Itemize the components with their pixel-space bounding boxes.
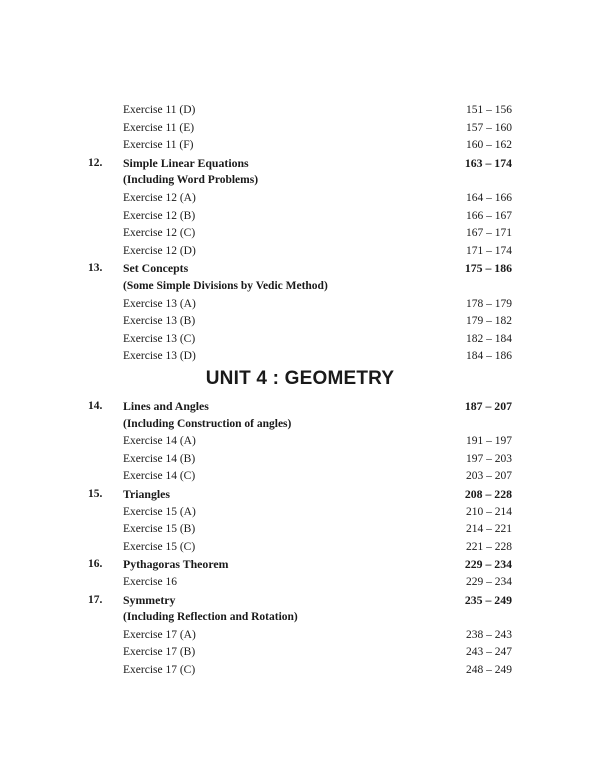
page-range: 175 – 186	[464, 261, 512, 276]
chapter-title: Triangles	[123, 487, 170, 501]
page-range: 221 – 228	[466, 540, 512, 553]
page-range: 214 – 221	[466, 523, 512, 536]
exercise-row	[0, 101, 600, 119]
exercise-title: Exercise 17 (B)	[123, 646, 196, 659]
exercise-title: Exercise 15 (B)	[123, 523, 196, 536]
exercise-title: Exercise 11 (E)	[123, 121, 195, 134]
chapter-title: Simple Linear Equations	[123, 155, 249, 170]
chapter-row	[0, 259, 600, 277]
chapter-number: 15.	[88, 488, 103, 500]
page-range: 229 – 234	[464, 557, 512, 572]
exercise-title: Exercise 11 (D)	[123, 104, 196, 116]
exercise-row	[0, 189, 600, 207]
page-range: 208 – 228	[464, 487, 512, 501]
exercise-row	[0, 347, 600, 365]
page-range: 203 – 207	[466, 470, 512, 483]
unit-heading: UNIT 4 : GEOMETRY	[205, 368, 395, 389]
exercise-row	[0, 467, 600, 485]
exercise-title: Exercise 14 (A)	[123, 435, 196, 448]
page-range: 164 – 166	[466, 192, 512, 204]
page-range: 243 – 247	[466, 646, 512, 659]
chapter-title: Symmetry	[123, 592, 176, 607]
chapter-row	[0, 397, 600, 415]
exercise-title: Exercise 13 (A)	[123, 297, 196, 310]
exercise-row	[0, 643, 600, 661]
chapter-subtitle: (Including Word Problems)	[123, 174, 259, 187]
chapter-row	[0, 555, 600, 573]
exercise-title: Exercise 15 (C)	[123, 540, 196, 553]
chapter-row	[0, 154, 600, 172]
exercise-row	[0, 207, 600, 225]
exercise-row	[0, 520, 600, 538]
exercise-title: Exercise 16	[123, 576, 177, 588]
chapter-title: Lines and Angles	[123, 399, 209, 413]
exercise-title: Exercise 12 (A)	[123, 192, 196, 204]
page-range: 167 – 171	[466, 227, 512, 240]
chapter-title: Set Concepts	[123, 261, 189, 276]
chapter-number: 16.	[88, 558, 103, 571]
chapter-row	[0, 485, 600, 503]
exercise-title: Exercise 12 (B)	[123, 209, 196, 222]
chapter-subtitle: (Some Simple Divisions by Vedic Method)	[123, 280, 328, 292]
page-range: 248 – 249	[466, 664, 512, 676]
page-range: 187 – 207	[464, 399, 512, 413]
page-range: 238 – 243	[466, 628, 512, 641]
exercise-title: Exercise 12 (D)	[123, 244, 196, 257]
exercise-row	[0, 503, 600, 521]
exercise-row	[0, 295, 600, 313]
page-range: 178 – 179	[466, 297, 512, 310]
chapter-subtitle-row	[0, 415, 600, 433]
exercise-title: Exercise 15 (A)	[123, 505, 196, 518]
page-range: 160 – 162	[466, 139, 512, 152]
exercise-title: Exercise 14 (B)	[123, 452, 196, 465]
exercise-title: Exercise 11 (F)	[123, 139, 194, 152]
chapter-number: 14.	[88, 400, 103, 412]
exercise-row	[0, 538, 600, 556]
chapter-subtitle: (Including Reflection and Rotation)	[123, 611, 298, 624]
exercise-title: Exercise 14 (C)	[123, 470, 196, 483]
exercise-row	[0, 136, 600, 154]
exercise-row	[0, 242, 600, 260]
exercise-row	[0, 312, 600, 330]
page-range: 166 – 167	[466, 209, 512, 222]
page-range: 229 – 234	[466, 576, 512, 588]
exercise-row	[0, 573, 600, 591]
chapter-subtitle-row	[0, 171, 600, 189]
exercise-title: Exercise 13 (B)	[123, 315, 196, 328]
page-range: 235 – 249	[464, 592, 512, 607]
page-range: 197 – 203	[466, 452, 512, 465]
page-range: 191 – 197	[466, 435, 512, 448]
exercise-row	[0, 224, 600, 242]
exercise-row	[0, 450, 600, 468]
exercise-title: Exercise 13 (C)	[123, 332, 196, 345]
exercise-row	[0, 661, 600, 679]
page-range: 210 – 214	[466, 505, 512, 518]
exercise-title: Exercise 17 (C)	[123, 664, 196, 676]
page-range: 151 – 156	[466, 104, 512, 116]
page-range: 182 – 184	[466, 332, 512, 345]
chapter-number: 12.	[88, 156, 103, 169]
exercise-title: Exercise 13 (D)	[123, 350, 196, 363]
chapter-row	[0, 591, 600, 609]
chapter-subtitle-row	[0, 608, 600, 626]
page-range: 157 – 160	[466, 121, 512, 134]
exercise-row	[0, 432, 600, 450]
chapter-number: 17.	[88, 593, 103, 606]
chapter-subtitle-row	[0, 277, 600, 295]
chapter-title: Pythagoras Theorem	[123, 557, 229, 572]
exercise-row	[0, 626, 600, 644]
chapter-subtitle: (Including Construction of angles)	[123, 417, 292, 430]
page-range: 184 – 186	[466, 350, 512, 363]
exercise-row	[0, 119, 600, 137]
exercise-title: Exercise 17 (A)	[123, 628, 196, 641]
exercise-row	[0, 330, 600, 348]
page-range: 171 – 174	[466, 244, 512, 257]
page-range: 179 – 182	[466, 315, 512, 328]
chapter-number: 13.	[88, 262, 103, 275]
page-range: 163 – 174	[464, 155, 512, 170]
exercise-title: Exercise 12 (C)	[123, 227, 196, 240]
